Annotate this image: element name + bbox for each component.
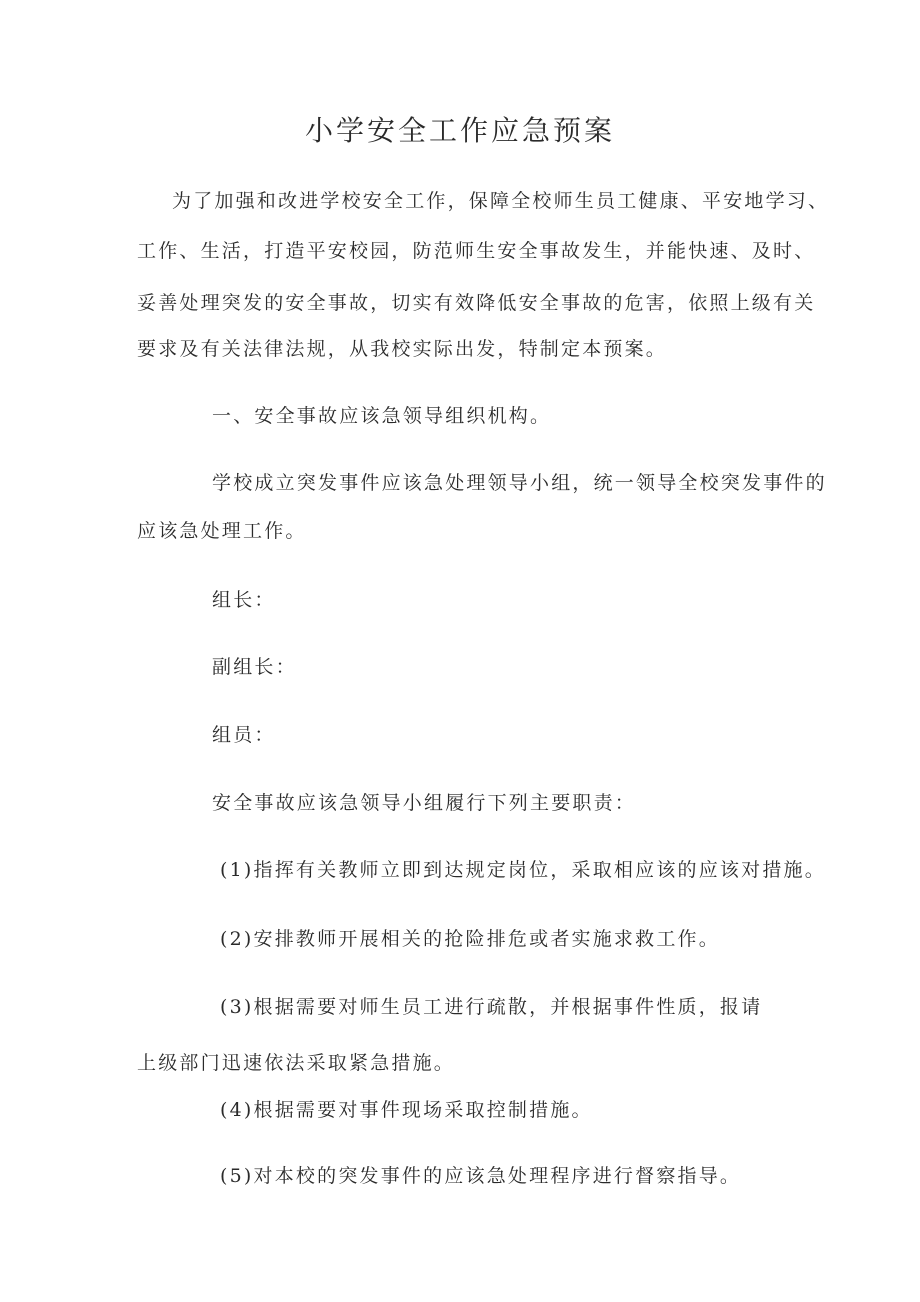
deputy-leader-label: 副组长： xyxy=(212,656,297,678)
section-1-para-line-1: 学校成立突发事件应该急处理领导小组，统一领导全校突发事件的 xyxy=(212,472,827,494)
intro-line-3: 妥善处理突发的安全事故，切实有效降低安全事故的危害，依照上级有关 xyxy=(137,292,816,314)
document-title: 小学安全工作应急预案 xyxy=(304,114,615,147)
duty-item-3: (3)根据需要对师生员工进行疏散，并根据事件性质，报请 xyxy=(220,996,763,1018)
duty-item-3-continued: 上级部门迅速依法采取紧急措施。 xyxy=(137,1052,456,1074)
intro-line-4: 要求及有关法律法规，从我校实际出发，特制定本预案。 xyxy=(137,338,668,360)
duty-item-1: (1)指挥有关教师立即到达规定岗位，采取相应该的应该对措施。 xyxy=(220,859,826,881)
section-1-heading: 一、安全事故应该急领导组织机构。 xyxy=(212,405,552,427)
leader-label: 组长： xyxy=(212,589,276,611)
duties-intro: 安全事故应该急领导小组履行下列主要职责： xyxy=(212,792,637,814)
section-1-para-line-2: 应该急处理工作。 xyxy=(137,520,307,542)
duty-item-5: (5)对本校的突发事件的应该急处理程序进行督察指导。 xyxy=(220,1165,742,1187)
duty-item-2: (2)安排教师开展相关的抢险排危或者实施求救工作。 xyxy=(220,928,720,950)
intro-line-1: 为了加强和改进学校安全工作，保障全校师生员工健康、平安地学习、 xyxy=(172,190,830,212)
member-label: 组员： xyxy=(212,724,276,746)
duty-item-4: (4)根据需要对事件现场采取控制措施。 xyxy=(220,1099,593,1121)
intro-line-2: 工作、生活，打造平安校园，防范师生安全事故发生，并能快速、及时、 xyxy=(137,240,816,262)
